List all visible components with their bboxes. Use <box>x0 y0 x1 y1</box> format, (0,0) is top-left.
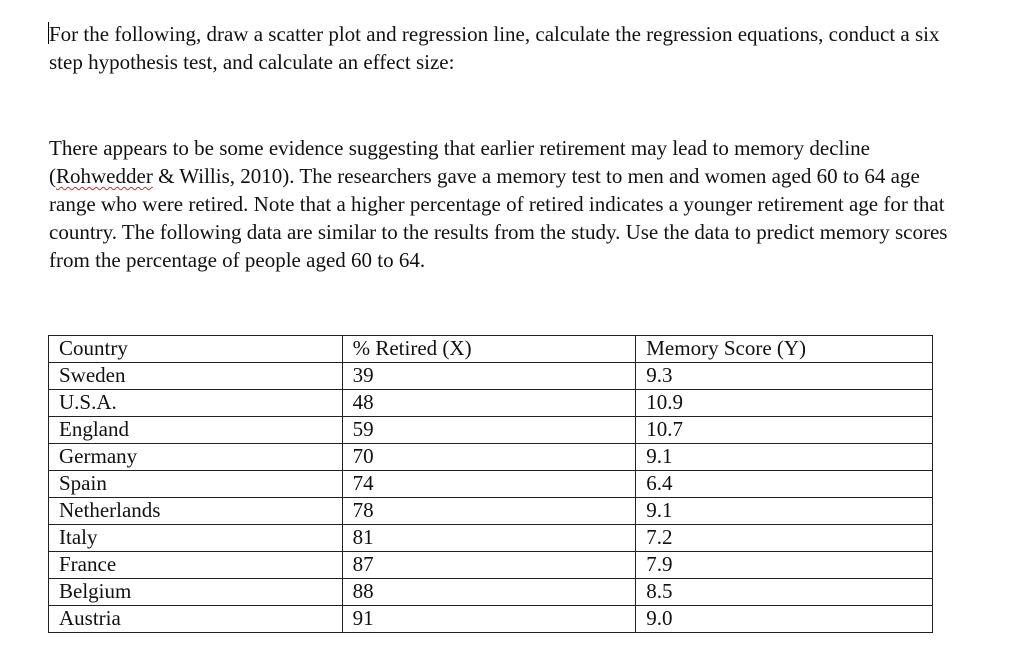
table-row <box>49 579 933 606</box>
scenario-text-before-citation: There appears to be some evidence suggesting that earlier retirement may lead to memory decline ( <box>49 136 870 188</box>
table-row <box>49 390 933 417</box>
cell-memory-score: 8.5 <box>636 579 933 606</box>
table-row <box>49 471 933 498</box>
cell-memory-score: 10.9 <box>636 390 933 417</box>
cell-memory-score: 9.1 <box>636 444 933 471</box>
table-row <box>49 525 933 552</box>
instructions-paragraph <box>49 20 949 76</box>
cell-country: Sweden <box>49 363 343 390</box>
cell-memory-score: 9.3 <box>636 363 933 390</box>
scenario-paragraph <box>49 134 949 274</box>
cell-percent-retired: 74 <box>342 471 636 498</box>
table-row <box>49 444 933 471</box>
table-row <box>49 606 933 633</box>
table-row <box>49 552 933 579</box>
table-row <box>49 417 933 444</box>
cell-country: U.S.A. <box>49 390 343 417</box>
cell-memory-score: 7.2 <box>636 525 933 552</box>
table-body <box>49 363 933 633</box>
cell-percent-retired: 81 <box>342 525 636 552</box>
cell-memory-score: 7.9 <box>636 552 933 579</box>
cell-memory-score: 9.0 <box>636 606 933 633</box>
cell-country: Italy <box>49 525 343 552</box>
cell-percent-retired: 70 <box>342 444 636 471</box>
cell-percent-retired: 39 <box>342 363 636 390</box>
cell-percent-retired: 48 <box>342 390 636 417</box>
cell-percent-retired: 59 <box>342 417 636 444</box>
cell-country: Netherlands <box>49 498 343 525</box>
cell-percent-retired: 91 <box>342 606 636 633</box>
table-row <box>49 498 933 525</box>
cell-country: France <box>49 552 343 579</box>
table-row <box>49 363 933 390</box>
retirement-memory-table <box>48 335 933 633</box>
header-memory-score: Memory Score (Y) <box>636 336 933 363</box>
cell-memory-score: 9.1 <box>636 498 933 525</box>
cell-country: Germany <box>49 444 343 471</box>
cell-country: England <box>49 417 343 444</box>
cell-percent-retired: 78 <box>342 498 636 525</box>
cell-percent-retired: 87 <box>342 552 636 579</box>
citation-author-misspelled[interactable]: Rohwedder <box>56 164 153 188</box>
cell-memory-score: 10.7 <box>636 417 933 444</box>
header-country: Country <box>49 336 343 363</box>
header-percent-retired: % Retired (X) <box>342 336 636 363</box>
cell-percent-retired: 88 <box>342 579 636 606</box>
table-header-row <box>49 336 933 363</box>
cell-country: Belgium <box>49 579 343 606</box>
cell-country: Spain <box>49 471 343 498</box>
cell-country: Austria <box>49 606 343 633</box>
cell-memory-score: 6.4 <box>636 471 933 498</box>
scenario-text-after-citation: & Willis, 2010). The researchers gave a memory test to men and women aged 60 to 64 age range who were retired. Note that a higher percentage of retired indicates a younger retirement age for that country. The following data are similar to the results from the study. Use the data to predict memory scores from the percentage of people aged 60 to 64. <box>49 164 948 272</box>
instructions-text: For the following, draw a scatter plot and regression line, calculate the regression equations, conduct a six step hypothesis test, and calculate an effect size: <box>49 22 940 74</box>
